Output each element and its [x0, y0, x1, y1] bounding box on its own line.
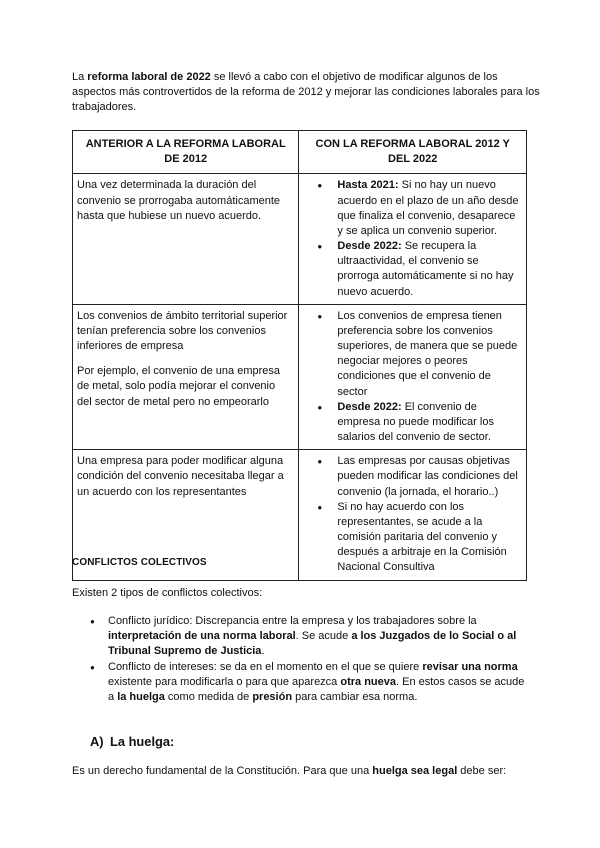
sub-heading [90, 733, 174, 751]
list-item [303, 454, 520, 500]
item-bold: a los Juzgados de lo Social o al Tribunal Supremo de Justicia [108, 630, 517, 658]
item-bold: otra nueva [340, 675, 396, 688]
item-text: . En estos casos se acude a [108, 675, 525, 703]
list-item [303, 178, 520, 239]
table-cell-before [73, 304, 299, 450]
sub-heading-text: La huelga: [110, 734, 175, 749]
list-item [72, 660, 532, 706]
section-title: CONFLICTOS COLECTIVOS [72, 557, 207, 568]
table-cell-after [299, 304, 527, 450]
table-header-row [73, 131, 527, 174]
item-bold: Desde 2022: [337, 240, 402, 253]
item-bold: presión [252, 690, 293, 703]
paragraph-text: debe ser: [457, 765, 507, 777]
item-text: Se recupera la ultraactividad, el convenio se prorroga automáticamente si no hay nuevo acuerdo. [337, 240, 514, 298]
table-row [73, 304, 527, 450]
types-intro: Existen 2 tipos de conflictos colectivos: [72, 587, 263, 599]
list-item [303, 309, 520, 400]
item-bold: Desde 2022: [337, 400, 402, 413]
intro-text: La [72, 71, 88, 83]
table-cell-before [73, 174, 299, 304]
cell-bullet-list [303, 454, 520, 575]
table-header-after: CON LA REFORMA LABORAL 2012 Y DEL 2022 [299, 131, 527, 174]
item-text: Si no hay un nuevo acuerdo en el plazo de un año desde que finaliza el convenio, desaparece y se aplica un convenio superior. [337, 179, 519, 237]
item-text: Si no hay acuerdo con los representantes, se acude a la comisión paritaria del convenio y después a arbitraje en la Comisión Nacional Consultiva [337, 500, 507, 574]
item-text: El convenio de empresa no puede modificar los salarios del convenio de sector. [337, 400, 494, 444]
table-header-before: ANTERIOR A LA REFORMA LABORAL DE 2012 [73, 131, 299, 174]
reform-comparison-table [72, 130, 527, 581]
list-item [303, 239, 520, 300]
cell-paragraph: Una vez determinada la duración del convenio se prorrogaba automáticamente hasta que hubiese un nuevo acuerdo. [77, 179, 281, 222]
cell-paragraph: Una empresa para poder modificar alguna condición del convenio necesitaba llegar a un acuerdo con los representantes [77, 455, 284, 498]
list-item [72, 614, 532, 660]
strike-paragraph [72, 764, 542, 779]
item-bold: revisar una norma [422, 660, 518, 673]
table-cell-after [299, 174, 527, 304]
cell-paragraph: Los convenios de ámbito territorial superior tenían preferencia sobre los convenios inferiores de empresa [77, 309, 288, 353]
table-cell-after [299, 450, 527, 580]
cell-bullet-list [303, 309, 520, 446]
item-text: como medida de [164, 690, 253, 703]
item-text: . Se acude [295, 630, 352, 643]
intro-emphasis: reforma laboral de 2022 [87, 71, 211, 83]
cell-bullet-list [303, 178, 520, 299]
intro-paragraph [72, 70, 542, 116]
conflict-types-list [72, 614, 532, 705]
list-item [303, 400, 520, 446]
paragraph-emphasis: huelga sea legal [372, 765, 458, 777]
item-bold: Hasta 2021: [337, 179, 399, 192]
intro-text: se llevó a cabo con el objetivo de modificar algunos de los aspectos más controvertidos de la reforma de 2012 y mejorar las condiciones laborales para los trabajadores. [72, 71, 540, 114]
table-row [73, 174, 527, 304]
item-bold: la huelga [117, 690, 165, 703]
list-item [303, 500, 520, 576]
item-text: Conflicto jurídico: Discrepancia entre la empresa y los trabajadores sobre la [108, 615, 477, 627]
item-text: Las empresas por causas objetivas pueden modificar las condiciones del convenio (la jornada, el horario..) [337, 455, 518, 498]
paragraph-text: Es un derecho fundamental de la Constitución. Para que una [72, 765, 373, 777]
item-text: . [261, 645, 265, 658]
item-text: para cambiar esa norma. [292, 690, 418, 703]
item-text: Los convenios de empresa tienen preferencia sobre los convenios superiores, de manera que se puede negociar mejores o peores condiciones que el convenio de sector [337, 309, 518, 398]
cell-paragraph: Por ejemplo, el convenio de una empresa de metal, solo podía mejorar el convenio del sector de metal pero no empeorarlo [77, 365, 281, 408]
item-bold: interpretación de una norma laboral [108, 630, 296, 643]
sub-heading-letter: A) [90, 734, 104, 749]
item-text: Conflicto de intereses: se da en el momento en el que se quiere [108, 660, 423, 673]
item-text: existente para modificarla o para que aparezca [108, 675, 341, 688]
